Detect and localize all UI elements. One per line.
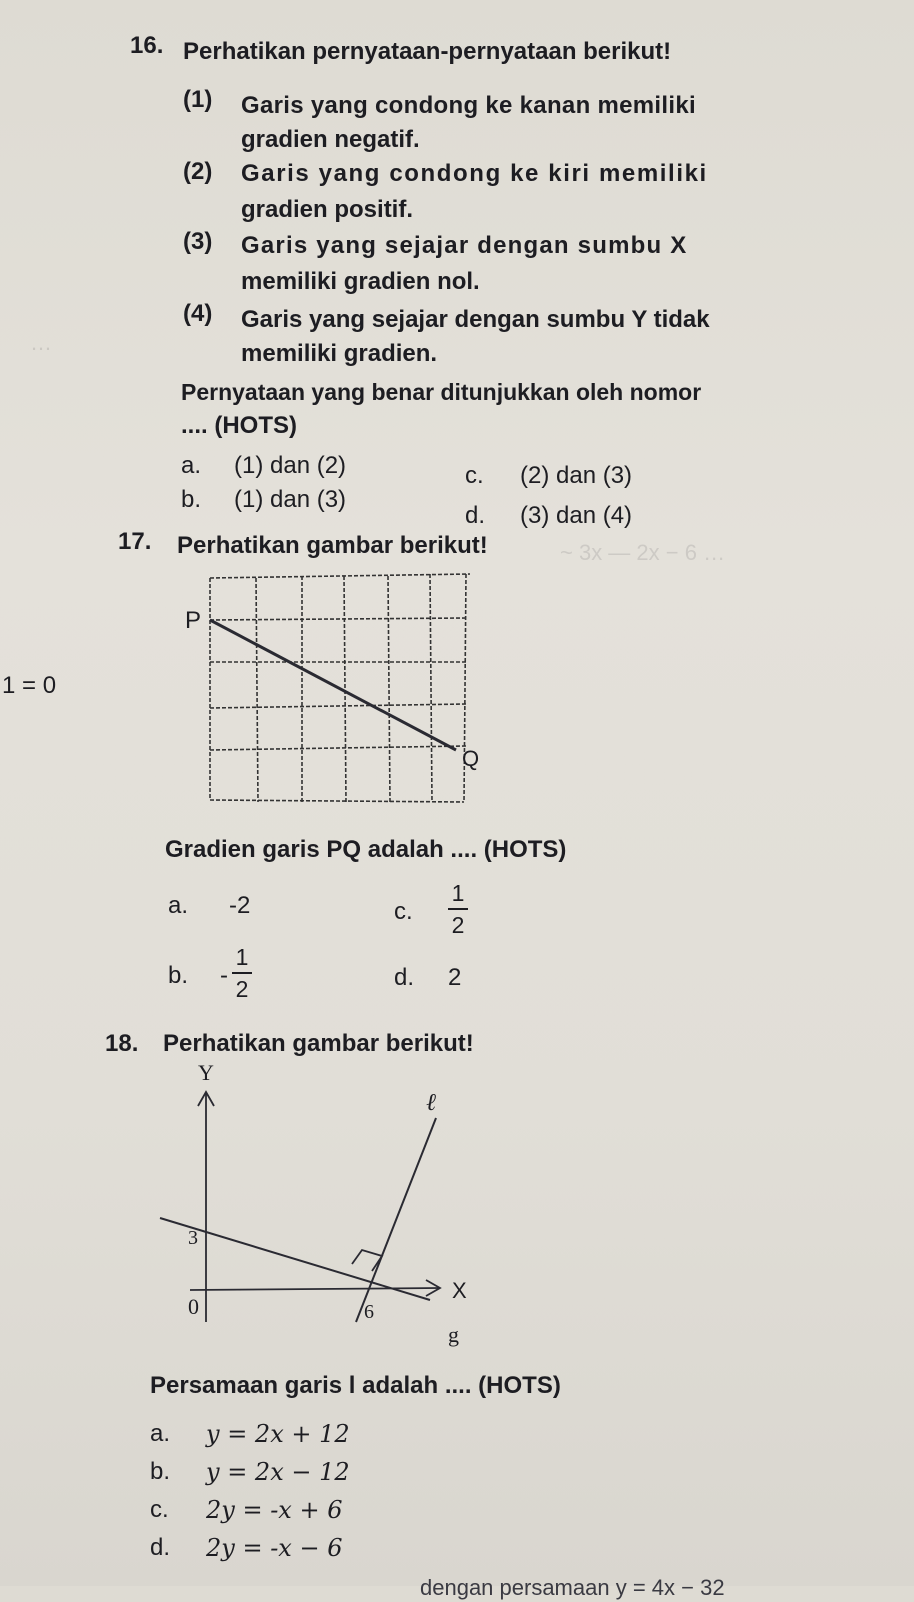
y-axis-label: Y	[198, 1060, 214, 1085]
q16-option-c-text[interactable]: (2) dan (3)	[520, 462, 633, 489]
q17-option-c-denominator: 2	[451, 912, 465, 938]
q17-option-b-numerator: 1	[235, 944, 249, 970]
q16-statement-1-line2: gradien negatif.	[241, 126, 420, 153]
q16-statement-4-line2: memiliki gradien.	[241, 340, 438, 367]
q16-statement-3-num: (3)	[183, 228, 213, 255]
q16-option-c-letter: c.	[465, 462, 484, 489]
x-axis	[190, 1288, 440, 1290]
q17-option-c-letter: c.	[394, 898, 413, 925]
q16-statement-3-line1: Garis yang sejajar dengan sumbu X	[241, 232, 688, 259]
line-g-label: g	[448, 1322, 459, 1347]
q18-question: Persamaan garis l adalah .... (HOTS)	[150, 1372, 561, 1399]
q18-option-d-letter: d.	[150, 1534, 171, 1561]
q17-option-c-fraction[interactable]	[448, 880, 468, 938]
q16-question-line1: Pernyataan yang benar ditunjukkan oleh nomor	[181, 379, 702, 405]
point-q-label: Q	[462, 746, 480, 771]
q17-grid-figure	[170, 570, 490, 820]
q18-option-b-text[interactable]: y = 2x − 12	[206, 1458, 350, 1486]
q18-option-c-letter: c.	[150, 1496, 169, 1523]
q16-statement-3-line2: memiliki gradien nol.	[241, 268, 480, 295]
q16-statement-1-num: (1)	[183, 86, 213, 113]
q18-option-a-text[interactable]: y = 2x + 12	[206, 1420, 350, 1448]
fraction-bar	[232, 972, 252, 974]
line-pq	[210, 620, 456, 750]
q17-option-b-denominator: 2	[235, 976, 249, 1002]
q16-option-d-letter: d.	[465, 502, 486, 529]
x-axis-label: X	[452, 1278, 467, 1303]
cutoff-next-question-text: dengan persamaan y = 4x − 32	[420, 1575, 725, 1600]
q17-option-b-fraction[interactable]	[232, 944, 252, 1002]
q16-option-b-letter: b.	[181, 486, 202, 513]
line-g	[160, 1218, 430, 1300]
q16-statement-4-line1: Garis yang sejajar dengan sumbu Y tidak	[241, 306, 710, 333]
q16-option-b-text[interactable]: (1) dan (3)	[234, 486, 347, 513]
q16-statement-4-num: (4)	[183, 300, 213, 327]
q18-coordinate-figure	[140, 1060, 500, 1350]
bleed-through-text: ~ 3x — 2x − 6 …	[560, 540, 726, 565]
y-intercept-label: 3	[188, 1227, 198, 1249]
q17-option-c-numerator: 1	[451, 880, 465, 906]
q17-option-a-letter: a.	[168, 892, 189, 919]
q16-option-d-text[interactable]: (3) dan (4)	[520, 502, 633, 529]
q17-prompt: Perhatikan gambar berikut!	[177, 532, 488, 559]
point-p-label: P	[185, 607, 202, 634]
q16-statement-2-line2: gradien positif.	[241, 196, 414, 223]
q17-option-b-sign: -	[220, 962, 228, 989]
q17-option-b-letter: b.	[168, 962, 189, 989]
q16-statement-1-line1: Garis yang condong ke kanan memiliki	[241, 92, 696, 119]
q16-question-line2: .... (HOTS)	[181, 412, 297, 439]
q16-option-a-letter: a.	[181, 452, 202, 479]
q16-statement-2-line1: Garis yang condong ke kiri memiliki	[241, 160, 708, 187]
bleed-through-text: …	[30, 330, 52, 355]
q18-option-b-letter: b.	[150, 1458, 171, 1485]
origin-label: 0	[188, 1294, 199, 1319]
q18-option-c-text[interactable]: 2y = -x + 6	[206, 1496, 343, 1524]
q16-statement-2-num: (2)	[183, 158, 213, 185]
q18-option-d-text[interactable]: 2y = -x − 6	[206, 1534, 343, 1562]
x-intercept-label: 6	[364, 1301, 374, 1323]
margin-note: 1 = 0	[2, 672, 57, 699]
q16-prompt: Perhatikan pernyataan-pernyataan berikut!	[183, 38, 672, 65]
q17-number: 17.	[118, 528, 152, 555]
fraction-bar	[448, 908, 468, 910]
q17-option-a-text[interactable]: -2	[229, 892, 251, 919]
q16-number: 16.	[130, 32, 164, 59]
line-l	[356, 1118, 436, 1322]
q18-option-a-letter: a.	[150, 1420, 171, 1447]
q18-number: 18.	[105, 1030, 139, 1057]
q17-option-d-letter: d.	[394, 964, 415, 991]
line-l-label: ℓ	[426, 1090, 436, 1116]
q17-option-d-text[interactable]: 2	[448, 964, 462, 991]
q18-prompt: Perhatikan gambar berikut!	[163, 1030, 474, 1057]
q16-option-a-text[interactable]: (1) dan (2)	[234, 452, 347, 479]
q17-question: Gradien garis PQ adalah .... (HOTS)	[165, 836, 567, 863]
